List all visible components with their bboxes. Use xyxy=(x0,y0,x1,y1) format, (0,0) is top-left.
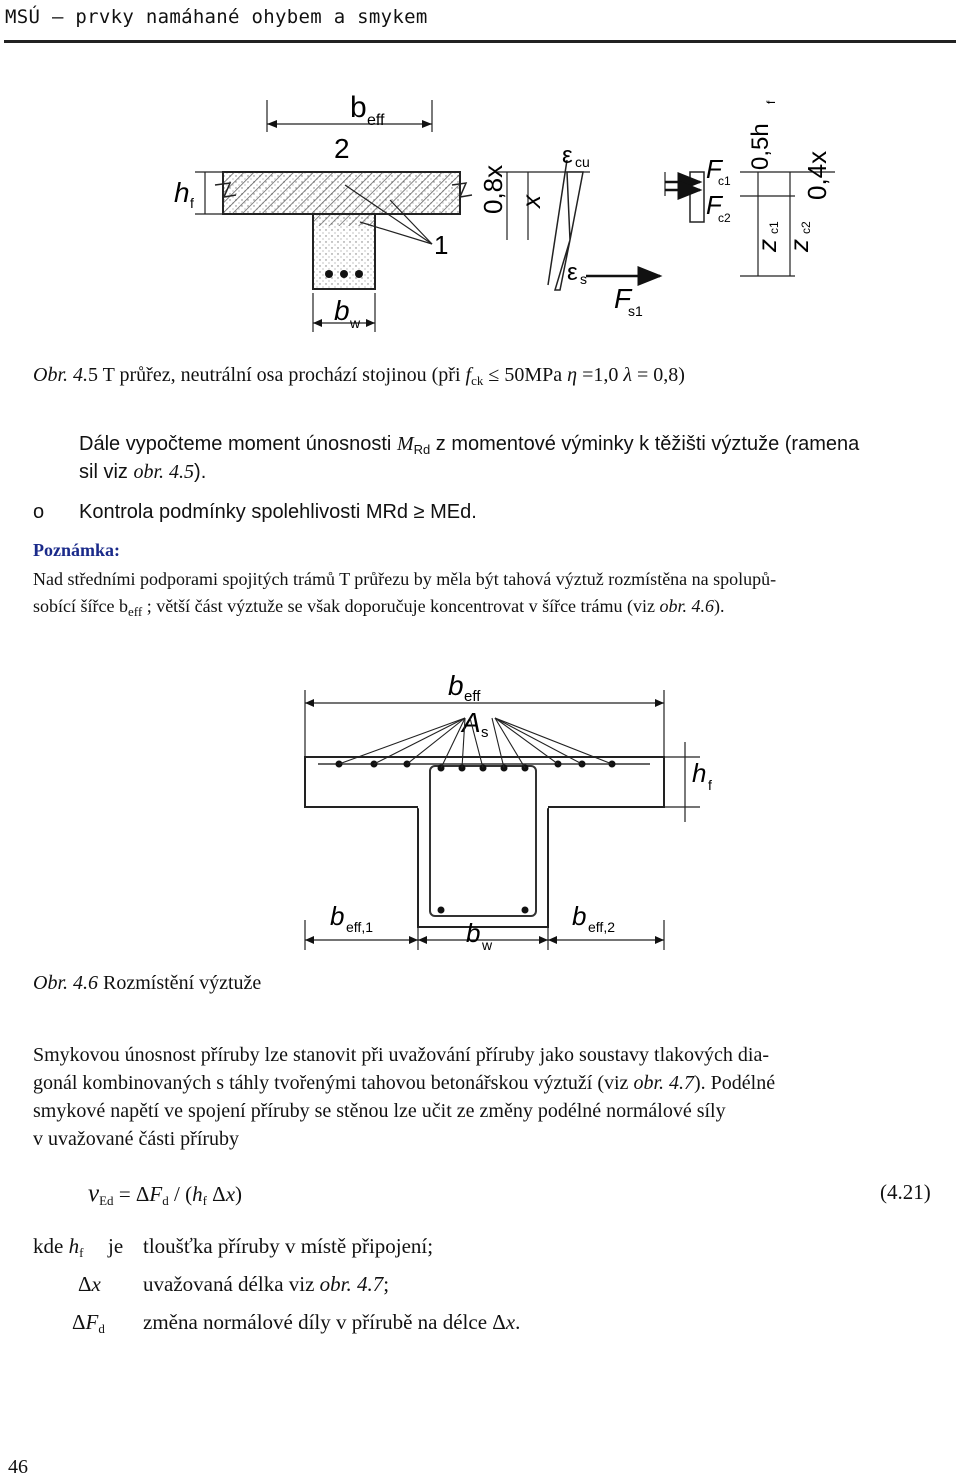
definition-row: kde $h_f$ xyxy=(33,1234,84,1260)
hf05-sub: f xyxy=(764,100,778,104)
hf-label-2: h xyxy=(692,758,707,788)
body-paragraph-1: Dále vypočteme moment únosnosti $M_{Rd}$ z momentové výminky k těžišti výztuže (ramena xyxy=(79,433,860,457)
running-header: MSÚ – prvky namáhané ohybem a smykem xyxy=(5,6,428,28)
definition-desc: změna normálové díly v přírubě na délce Δx. xyxy=(143,1310,521,1334)
zc1-label: z xyxy=(752,239,782,252)
note-line-2: sobící šířce $b_{eff}$ ; větší část výztuže se však doporučuje koncentrovat v šířce trámu (viz obr. 4.6). xyxy=(33,596,725,619)
label-2: 2 xyxy=(334,133,350,164)
zc1-sub: c1 xyxy=(767,221,781,234)
note-title: Poznámka: xyxy=(33,540,120,560)
hf-label: h xyxy=(174,177,190,208)
beff-sub-2: eff xyxy=(464,688,481,705)
body-paragraph-2-line-3: smykové napětí ve spojení příruby se stěnou lze učit ze změny podélné normálové síly xyxy=(33,1100,726,1122)
beff1-sub: eff,1 xyxy=(346,919,373,935)
bw-label-2: b xyxy=(466,918,481,948)
body-paragraph-2-line-4: v uvažované části příruby xyxy=(33,1128,240,1150)
bw-sub: w xyxy=(350,315,361,331)
x04-label: 0,4x xyxy=(802,150,832,200)
rebar xyxy=(340,270,348,278)
page-number: 46 xyxy=(8,1456,28,1478)
figure-4-5-caption: Obr. 4.5 T průřez, neutrální osa prochází stojinou (při $f_{ck} \le 50MPa$ η =1,0 λ = 0,8) xyxy=(33,364,685,388)
fc1-label: F xyxy=(706,154,722,184)
ecu-label: ε xyxy=(562,142,573,169)
figure-4-6-caption: Obr. 4.6 Rozmístění výztuže xyxy=(33,972,262,994)
caption-label: Obr. 4. xyxy=(33,364,89,386)
hf-sub-2: f xyxy=(708,777,712,793)
ecu-sub: cu xyxy=(575,154,590,170)
fc2-sub: c2 xyxy=(718,211,731,225)
definition-desc: uvažovaná délka viz obr. 4.7; xyxy=(143,1272,390,1296)
rebar xyxy=(325,270,333,278)
definition-desc: tloušťka příruby v místě připojení; xyxy=(143,1234,434,1258)
fc1-sub: c1 xyxy=(718,174,731,188)
figure-reinforcement-layout xyxy=(290,660,712,960)
stress-block xyxy=(690,172,704,222)
body-paragraph-1-line-2: sil viz obr. 4.5). xyxy=(79,461,207,483)
x08-label: 0,8x xyxy=(478,164,508,214)
equation-number: (4.21) xyxy=(880,1180,931,1204)
x-label: x xyxy=(516,195,546,208)
beff-label: b xyxy=(350,91,367,124)
strain-compression xyxy=(567,172,583,240)
bw-label: b xyxy=(334,295,350,326)
fc2-label: F xyxy=(706,190,722,220)
equation-4-21: $v_{Ed} = \Delta F_d / (h_f$ Δx) xyxy=(88,1180,243,1208)
beff-label-2: b xyxy=(448,670,464,701)
as-sub: s xyxy=(481,724,489,741)
note-line-1: Nad středními podporami spojitých trámů T průřezu by měla být tahová výztuž rozmístěna na spolupů- xyxy=(33,569,777,589)
zc2-label: z xyxy=(784,239,814,252)
zc2-sub: c2 xyxy=(799,221,813,234)
bw-sub-2: w xyxy=(482,937,493,953)
reliability-check: Kontrola podmínky spolehlivosti MRd ≥ MEd. xyxy=(79,501,477,523)
web-outline xyxy=(418,807,548,927)
rebar xyxy=(355,270,363,278)
header-rule xyxy=(4,40,956,43)
flange-hatch xyxy=(223,172,460,214)
beff1-label: b xyxy=(330,901,345,931)
label-1: 1 xyxy=(434,230,449,260)
body-paragraph-2-line-1: Smykovou únosnost příruby lze stanovit při uvažování příruby jako soustavy tlakových dia- xyxy=(33,1044,769,1066)
body-paragraph-2-line-2: gonál kombinovaných s táhly tvořenými tahovou betonářskou výztuží (viz obr. 4.7). Podélné xyxy=(33,1072,776,1094)
hf-sub: f xyxy=(190,195,194,211)
fs1-sub: s1 xyxy=(628,303,643,319)
beff2-sub: eff,2 xyxy=(588,919,615,935)
beff-sub: eff xyxy=(367,112,385,129)
definition-row: $\Delta F_d$ xyxy=(72,1310,105,1336)
as-label: A xyxy=(462,707,481,738)
definition-connector: je xyxy=(108,1234,124,1258)
figure-t-section-stress xyxy=(160,88,860,348)
beff2-label: b xyxy=(572,901,587,931)
hf05-label: 0,5h xyxy=(747,123,774,170)
es-label: ε xyxy=(567,259,578,286)
es-sub: s xyxy=(580,271,587,287)
bullet-marker: o xyxy=(33,501,45,523)
fs1-label: F xyxy=(614,283,632,314)
definition-row: Δx xyxy=(78,1272,101,1296)
